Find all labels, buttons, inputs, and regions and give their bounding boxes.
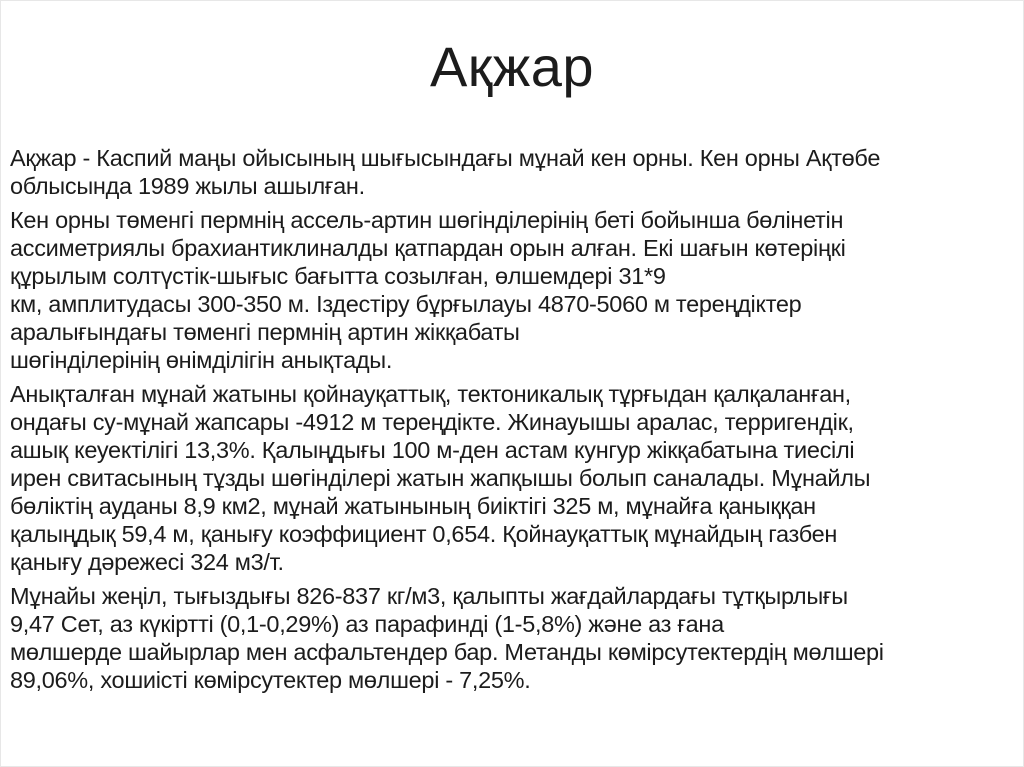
text-line: Кен орны төменгі пермнің ассель-артин шөгінділерінің беті бойынша бөлінетін [10, 207, 844, 233]
text-line: Ақжар - Каспий маңы ойысының шығысындағы мұнай кен орны. Кен орны Ақтөбе [10, 145, 881, 171]
text-line: Анықталған мұнай жатыны қойнауқаттық, тектоникалық тұрғыдан қалқаланған, [10, 381, 851, 407]
text-line: ашық кеуектілігі 13,3%. Қалыңдығы 100 м-ден астам кунгур жікқабатына тиесілі [10, 437, 855, 463]
text-line: Мұнайы жеңіл, тығыздығы 826-837 кг/м3, қалыпты жағдайлардағы тұтқырлығы [10, 583, 848, 609]
paragraph [10, 582, 1017, 694]
slide-body [10, 144, 1017, 700]
text-line: ассиметриялы брахиантиклиналды қатпардан орын алған. Екі шағын көтеріңкі [10, 235, 846, 261]
text-line: 89,06%, хошиісті көмірсутектер мөлшері - 7,25%. [10, 667, 531, 693]
text-line: облысында 1989 жылы ашылған. [10, 173, 365, 199]
text-line: мөлшерде шайырлар мен асфальтендер бар. Метанды көмірсутектердің мөлшері [10, 639, 884, 665]
paragraph [10, 144, 1017, 200]
paragraph [10, 380, 1017, 576]
text-line: құрылым солтүстік-шығыс бағытта созылған, өлшемдері 31*9 [10, 263, 666, 289]
text-line: ирен свитасының тұзды шөгінділері жатын жапқышы болып саналады. Мұнайлы [10, 465, 871, 491]
text-line: ондағы су-мұнай жапсары -4912 м тереңдікте. Жинауышы аралас, терригендік, [10, 409, 854, 435]
text-line: шөгінділерінің өнімділігін анықтады. [10, 347, 393, 373]
slide-title: Ақжар [429, 35, 595, 98]
text-line: км, амплитудасы 300-350 м. Іздестіру бұрғылауы 4870-5060 м тереңдіктер [10, 291, 802, 317]
text-line: қанығу дәрежесі 324 м3/т. [10, 549, 284, 575]
text-line: бөліктің ауданы 8,9 км2, мұнай жатынының биіктігі 325 м, мұнайға қаныққан [10, 493, 816, 519]
paragraph [10, 206, 1017, 374]
text-line: қалыңдық 59,4 м, қанығу коэффициент 0,654. Қойнауқаттық мұнайдың газбен [10, 521, 838, 547]
text-line: 9,47 Сет, аз күкіртті (0,1-0,29%) аз парафинді (1-5,8%) және аз ғана [10, 611, 724, 637]
text-line: аралығындағы төменгі пермнің артин жікқабаты [10, 319, 520, 345]
